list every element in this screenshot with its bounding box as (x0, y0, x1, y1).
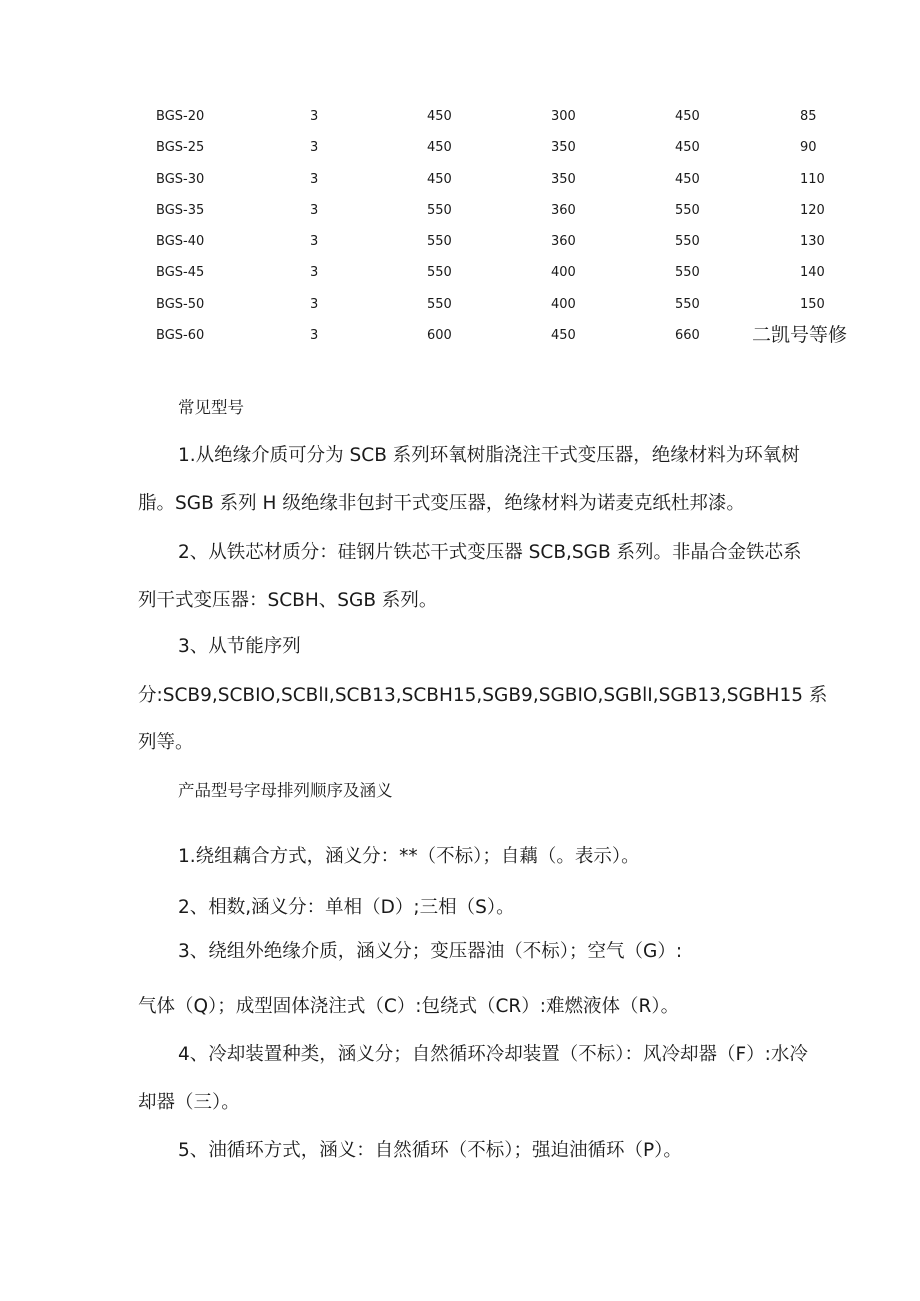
table-cell: 550 (675, 265, 700, 281)
section-heading-common-models: 常见型号 (178, 398, 244, 417)
table-cell: 300 (551, 109, 576, 124)
table-cell: 450 (675, 109, 700, 124)
table-cell: 350 (551, 171, 576, 187)
table-cell: 550 (427, 296, 452, 312)
table-cell: 550 (675, 296, 700, 312)
table-cell: 450 (427, 109, 452, 124)
table-cell: 85 (800, 109, 817, 124)
table-row (0, 133, 920, 164)
table-cell: 120 (800, 202, 825, 218)
model-cell: BGS-60 (156, 328, 205, 344)
table-cell: 3 (310, 202, 319, 218)
table-cell: 450 (427, 140, 452, 156)
table-cell: 110 (800, 171, 825, 187)
table-cell: 3 (310, 109, 319, 124)
table-cell: 550 (675, 234, 700, 250)
table-cell: 140 (800, 265, 825, 281)
table-cell: 450 (551, 328, 576, 344)
paragraph-line: 气体（Q）；成型固体浇注式（C）:包绕式（CR）:难燃液体（R）。 (138, 996, 680, 1017)
table-cell: 450 (427, 171, 452, 187)
model-cell: BGS-20 (156, 109, 205, 124)
paragraph-line: 列干式变压器：SCBH、SGB 系列。 (138, 590, 438, 611)
table-cell: 130 (800, 234, 825, 250)
table-cell: 550 (427, 234, 452, 250)
table-cell: 3 (310, 140, 319, 156)
table-cell: 350 (551, 140, 576, 156)
table-row (0, 165, 920, 196)
paragraph-line: 1.从绝缘介质可分为 SCB 系列环氧树脂浇注干式变压器，绝缘材料为环氧树 (178, 445, 800, 466)
paragraph-line: 2、从铁芯材质分：硅钢片铁芯干式变压器 SCB,SGB 系列。非晶合金铁芯系 (178, 542, 802, 563)
table-cell: 550 (427, 265, 452, 281)
table-cell: 450 (675, 171, 700, 187)
table-cell: 550 (427, 202, 452, 218)
table-cell: 90 (800, 140, 817, 156)
paragraph-line: 分:SCB9,SCBIO,SCBlI,SCB13,SCBH15,SGB9,SGBIO,SGBlI,SGB13,SGBH15 系 (138, 685, 828, 706)
table-cell: 600 (427, 328, 452, 344)
table-row (0, 258, 920, 289)
spec-table (0, 102, 920, 352)
paragraph-line: 脂。SGB 系列 H 级绝缘非包封干式变压器，绝缘材料为诺麦克纸杜邦漆。 (138, 493, 745, 514)
model-cell: BGS-30 (156, 171, 205, 187)
model-cell: BGS-25 (156, 140, 205, 156)
table-cell: 3 (310, 328, 319, 344)
paragraph-line: 1.绕组藕合方式，涵义分：**（不标）；自藕（。表示）。 (178, 846, 640, 867)
table-cell: 360 (551, 202, 576, 218)
table-cell: 450 (675, 140, 700, 156)
overlay-note: 二凯号等修 (752, 324, 848, 346)
table-cell: 3 (310, 234, 319, 250)
table-cell: 400 (551, 296, 576, 312)
table-cell: 3 (310, 171, 319, 187)
table-cell: 400 (551, 265, 576, 281)
paragraph-line: 3、从节能序列 (178, 636, 301, 657)
model-cell: BGS-35 (156, 202, 205, 218)
paragraph-line: 5、油循环方式，涵义：自然循环（不标）；强迫油循环（P）。 (178, 1140, 682, 1161)
table-cell: 3 (310, 296, 319, 312)
model-cell: BGS-50 (156, 296, 205, 312)
paragraph-line: 4、冷却装置种类，涵义分；自然循环冷却装置（不标）：风冷却器（F）:水冷 (178, 1044, 808, 1065)
table-cell: 3 (310, 265, 319, 281)
model-cell: BGS-40 (156, 234, 205, 250)
section-heading-letter-order: 产品型号字母排列顺序及涵义 (178, 781, 393, 800)
table-cell: 660 (675, 328, 700, 344)
model-cell: BGS-45 (156, 265, 205, 281)
paragraph-line: 3、绕组外绝缘介质，涵义分；变压器油（不标）；空气（G）: (178, 941, 683, 962)
table-row (0, 290, 920, 321)
table-row (0, 196, 920, 227)
table-cell: 150 (800, 296, 825, 312)
table-cell: 360 (551, 234, 576, 250)
paragraph-line: 却器（三）。 (138, 1092, 240, 1113)
table-cell: 550 (675, 202, 700, 218)
paragraph-line: 列等。 (138, 732, 194, 753)
table-row (0, 227, 920, 258)
paragraph-line: 2、相数,涵义分：单相（D）;三相（S）。 (178, 897, 515, 918)
table-row (0, 102, 920, 133)
